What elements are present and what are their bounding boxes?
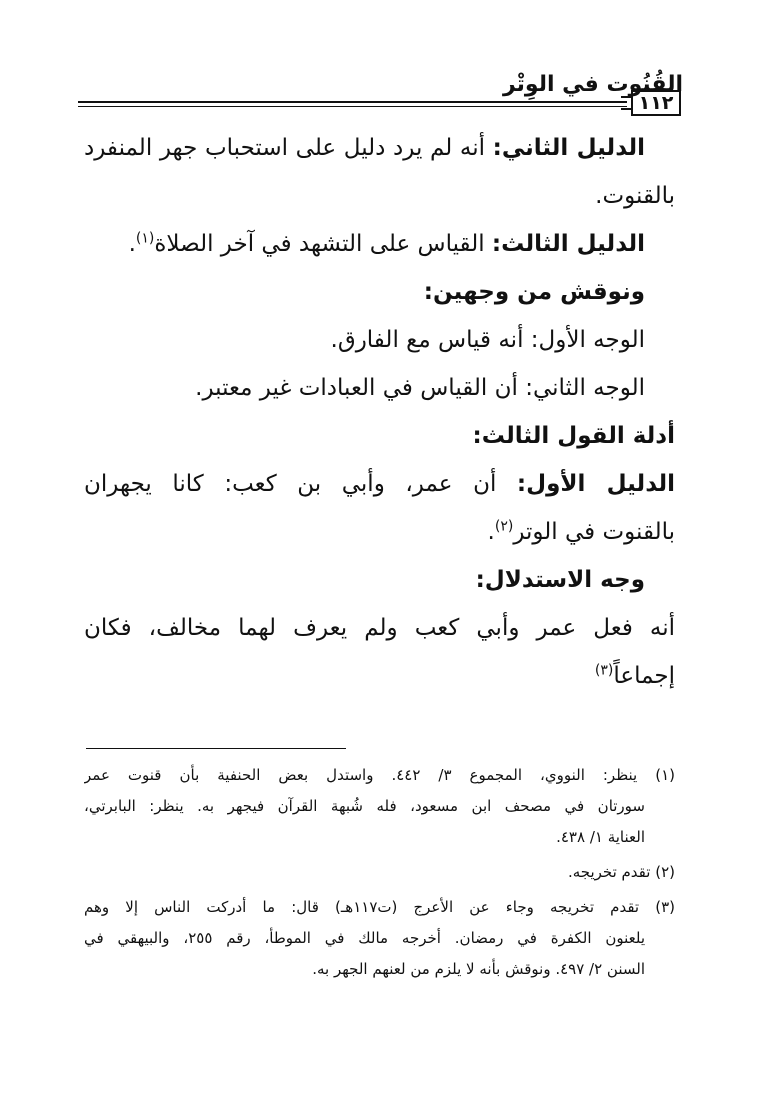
- main-text: [84, 124, 675, 700]
- text-span: القياس على التشهد في آخر الصلاة: [154, 231, 492, 257]
- section-heading: أدلة القول الثالث:: [472, 423, 675, 449]
- page-number: ١١٢: [631, 90, 681, 116]
- text-span: أن عمر، وأبي بن كعب: كانا يجهران: [84, 471, 517, 497]
- paragraph-line: [84, 604, 675, 652]
- paragraph-line: [84, 220, 675, 268]
- paragraph-line: [84, 364, 675, 412]
- paragraph-line: [84, 268, 675, 316]
- text-span: أنه لم يرد دليل على استحباب جهر المنفرد: [84, 135, 493, 161]
- footnote-line: العناية ١/ ٤٣٨.: [556, 828, 645, 846]
- paragraph-line: [84, 316, 675, 364]
- text-span: الوجه الثاني: أن القياس في العبادات غير معتبر.: [195, 375, 645, 401]
- paragraph-line: [84, 460, 675, 508]
- text-span: إجماعاً: [613, 663, 675, 689]
- footnote-ref[interactable]: (١): [135, 230, 155, 247]
- footnote-line: (٣) تقدم تخريجه وجاء عن الأعرج (ت١١٧هـ) قال: ما أدركت الناس إلا وهم: [84, 898, 675, 916]
- section-heading: وجه الاستدلال:: [475, 567, 645, 593]
- text-span: أنه فعل عمر وأبي كعب ولم يعرف لهما مخالف، فكان: [84, 615, 675, 641]
- text-span: بالقنوت.: [595, 183, 675, 209]
- paragraph-line: [84, 556, 675, 604]
- evidence-heading: الدليل الثالث:: [491, 231, 645, 257]
- paragraph-line: [84, 172, 675, 220]
- paragraph-line: [84, 124, 675, 172]
- footnote-separator: [86, 748, 346, 749]
- paragraph-line: [84, 508, 675, 556]
- footnote-line: يلعنون الكفرة في رمضان. أخرجه مالك في الموطأ، رقم ٢٥٥، والبيهقي في: [84, 929, 645, 947]
- footnote-line: (٢) تقدم تخريجه.: [567, 863, 675, 881]
- text-span: الوجه الأول: أنه قياس مع الفارق.: [330, 327, 645, 353]
- page-number-ornament: [621, 96, 631, 110]
- footnote-line: (١) ينظر: النووي، المجموع ٣/ ٤٤٢. واستدل بعض الحنفية بأن قنوت عمر: [84, 766, 675, 784]
- text-span: بالقنوت في الوتر: [513, 519, 675, 545]
- evidence-heading: الدليل الأول:: [516, 471, 675, 497]
- footnote-line: السنن ٢/ ٤٩٧. ونوقش بأنه لا يلزم من لعنهم الجهر به.: [312, 960, 645, 978]
- text-span: .: [128, 231, 136, 257]
- footnote-line: سورتان في مصحف ابن مسعود، فله شُبهة القرآن فيجهر به. ينظر: البابرتي،: [84, 797, 645, 815]
- paragraph-line: [84, 412, 675, 460]
- section-heading: ونوقش من وجهين:: [423, 279, 645, 305]
- running-title: القُنُوت في الوِتْر: [502, 72, 683, 97]
- text-span: .: [487, 519, 495, 545]
- evidence-heading: الدليل الثاني:: [492, 135, 646, 161]
- header-rule: [78, 101, 627, 103]
- footnote-ref[interactable]: (٢): [494, 518, 514, 535]
- header-rule-thin: [78, 106, 627, 107]
- footnotes: [84, 760, 675, 985]
- footnote-ref[interactable]: (٣): [594, 662, 614, 679]
- paragraph-line: [84, 652, 675, 700]
